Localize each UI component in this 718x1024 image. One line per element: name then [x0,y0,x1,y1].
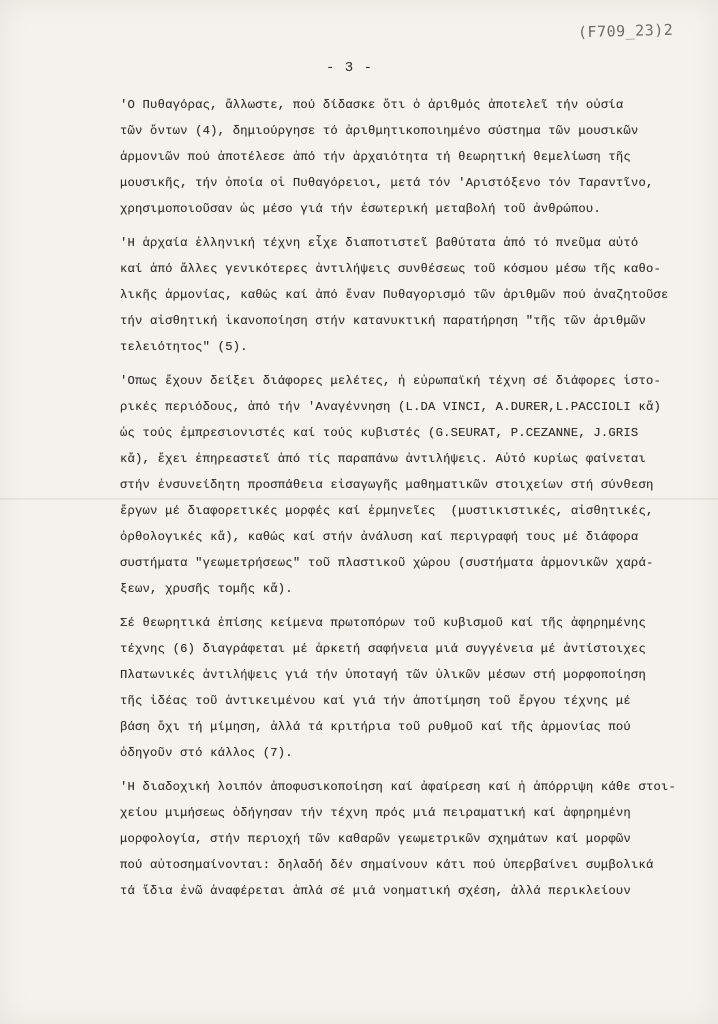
text-line: ὡς τούς ἐμπρεσιονιστές καί τούς κυβιστές (G.SEURAT, P.CEZANNE, J.GRIS [120,426,639,440]
text-line: ἔργων μέ διαφορετικές μορφές καί ἑρμηνεῖες (μυστικιστικές, αἰσθητικές, [120,504,654,518]
text-line: 'Οπως ἔχουν δείξει διάφορες μελέτες, ἡ εὐρωπαϊκή τέχνη σέ διάφορες ἱστο- [120,374,661,388]
text-line: συστήματα "γεωμετρήσεως" τοῦ πλαστικοῦ χώρου (συστήματα ἁρμονικῶν χαρά- [120,556,654,570]
text-line: χείου μιμήσεως ὁδήγησαν τήν τέχνη πρός μιά πειραματική καί ἀφηρημένη [120,806,631,820]
text-line: τελειότητος" (5). [120,340,248,354]
text-line: ξεων, χρυσῆς τομῆς κἄ). [120,582,293,596]
paragraph [120,368,680,602]
text-line: ἀρμονιῶν πού ἀποτέλεσε ἀπό τήν ἀρχαιότητα τή θεωρητική θεμελίωση τῆς [120,150,631,164]
text-line: στήν ἐνσυνείδητη προσπάθεια εἰσαγωγῆς μαθηματικῶν στοιχείων στή σύνθεση [120,478,654,492]
text-line: τῆς ἰδέας τοῦ ἀντικειμένου καί γιά τήν ἀποτίμηση τοῦ ἔργου τέχνης μέ [120,694,631,708]
text-line: ὀρθολογικές κἄ), καθώς καί στήν ἀνάλυση καί περιγραφή τους μέ διάφορα [120,530,639,544]
text-line: 'Ο Πυθαγόρας, ἄλλωστε, πού δίδασκε ὅτι ὁ ἀριθμός ἀποτελεῖ τήν οὐσία [120,98,624,112]
text-line: 'Η διαδοχική λοιπόν ἀποφυσικοποίηση καί ἀφαίρεση καί ἡ ἀπόρριψη κάθε στοι- [120,780,677,794]
text-line: βάση ὄχι τή μίμηση, ἀλλά τά κριτήρια τοῦ ρυθμοῦ καί τῆς ἁρμονίας πού [120,720,631,734]
text-line: μουσικῆς, τήν ὁποία οἱ Πυθαγόρειοι, μετά τόν 'Αριστόξενο τόν Ταραντῖνο, [120,176,654,190]
text-line: τέχνης (6) διαγράφεται μέ ἀρκετή σαφήνεια μιά συγγένεια μέ ἀντίστοιχες [120,642,646,656]
text-line: τήν αἰσθητική ἱκανοποίηση στήν κατανυκτική παρατήρηση "τῆς τῶν ἀριθμῶν [120,314,646,328]
text-line: χρησιμοποιοῦσαν ὡς μέσο γιά τήν ἐσωτερική μεταβολή τοῦ ἀνθρώπου. [120,202,601,216]
text-line: τά ἴδια ἐνῶ ἀναφέρεται ἁπλά σέ μιά νοηματική σχέση, ἀλλά περικλείουν [120,884,631,898]
text-line: λικῆς ἁρμονίας, καθώς καί ἀπό ἕναν Πυθαγορισμό τῶν ἀριθμῶν πού ἀναζητοῦσε [120,288,669,302]
archive-reference: (F709_23)2 [577,20,674,42]
text-line: Σέ θεωρητικά ἐπίσης κείμενα πρωτοπόρων τοῦ κυβισμοῦ καί τῆς ἀφηρημένης [120,616,646,630]
page-number: - 3 - [326,60,374,76]
paragraph [120,774,680,904]
text-line: Πλατωνικές ἀντιλήψεις γιά τήν ὑποταγή τῶν ὑλικῶν μέσων στή μορφοποίηση [120,668,646,682]
text-line: κἄ), ἔχει ἐπηρεαστεῖ ἀπό τίς παραπάνω ἀντιλήψεις. Αὐτό κυρίως φαίνεται [120,452,646,466]
text-line: καί ἀπό ἄλλες γενικότερες ἀντιλήψεις συνθέσεως τοῦ κόσμου μέσω τῆς καθο- [120,262,661,276]
text-line: ὁδηγοῦν στό κάλλος (7). [120,746,293,760]
body-text [120,92,680,912]
text-line: πού αὐτοσημαίνονται: δηλαδή δέν σημαίνουν κάτι πού ὑπερβαίνει συμβολικά [120,858,654,872]
text-line: μορφολογία, στήν περιοχή τῶν καθαρῶν γεωμετρικῶν σχημάτων καί μορφῶν [120,832,631,846]
paragraph [120,230,680,360]
paragraph [120,610,680,766]
text-line: ρικές περιόδους, ἀπό τήν 'Αναγέννηση (L.DA VINCI, A.DURER,L.PACCIOLI κἄ) [120,400,661,414]
text-line: 'Η ἀρχαία ἑλληνική τέχνη εἶχε διαποτιστεῖ βαθύτατα ἀπό τό πνεῦμα αὐτό [120,236,639,250]
paragraph [120,92,680,222]
text-line: τῶν ὄντων (4), δημιούργησε τό ἀριθμητικοποιημένο σύστημα τῶν μουσικῶν [120,124,639,138]
